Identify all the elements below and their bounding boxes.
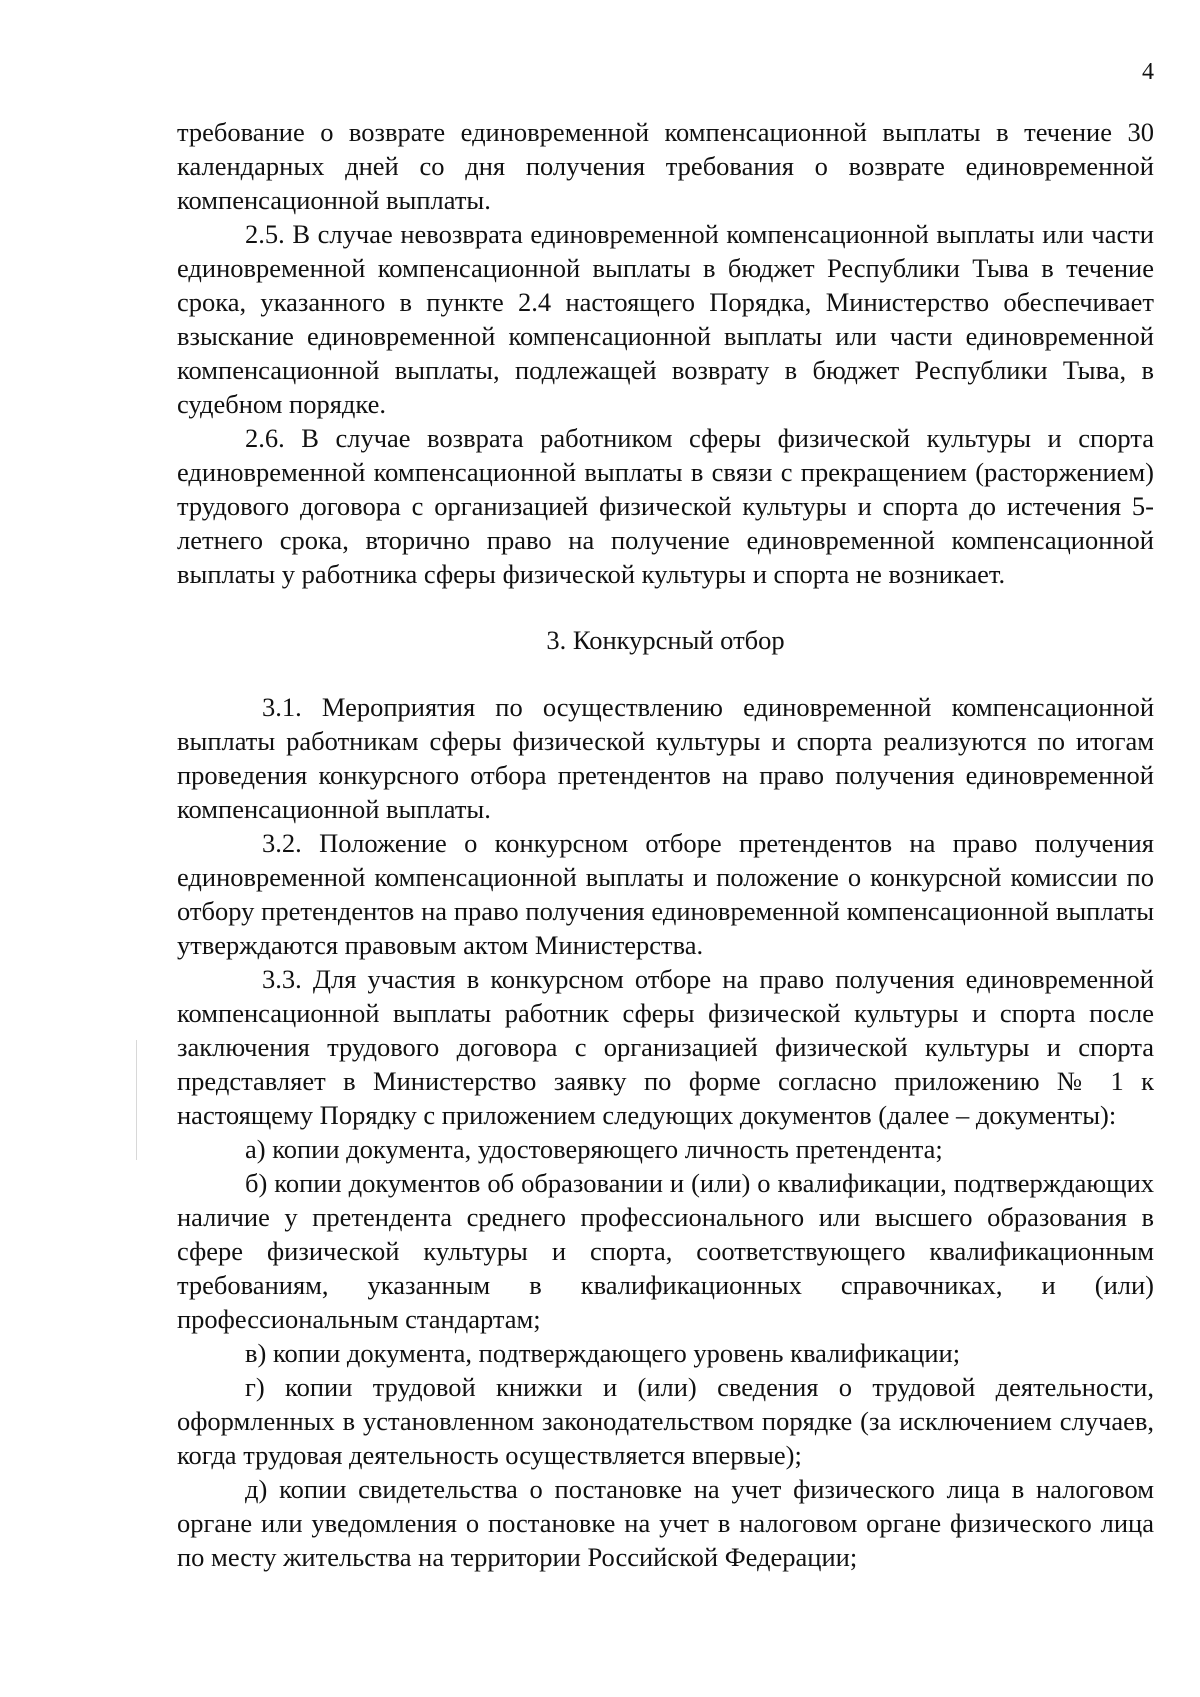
- list-item-d: д) копии свидетельства о постановке на учет физического лица в налоговом органе или уведомления о постановке на учет в налоговом органе физического лица по месту жительства на территории Российской Федерации;: [177, 1474, 1154, 1572]
- list-item-g: г) копии трудовой книжки и (или) сведения о трудовой деятельности, оформленных в установленном законодательством порядке (за исключением случаев, когда трудовая деятельность осуществляется впервые);: [177, 1372, 1154, 1470]
- paragraph-continuation: требование о возврате единовременной компенсационной выплаты в течение 30 календарных дней со дня получения требования о возврате единовременной компенсационной выплаты.: [177, 117, 1154, 215]
- paragraph-2-6: 2.6. В случае возврата работником сферы физической культуры и спорта единовременной компенсационной выплаты в связи с прекращением (расторжением) трудового договора с организацией физической культуры и спорта до истечения 5-летнего срока, вторично право на получение единовременной компенсационной выплаты у работника сферы физической культуры и спорта не возникает.: [177, 423, 1154, 589]
- paragraph-3-1: 3.1. Мероприятия по осуществлению единовременной компенсационной выплаты работникам сферы физической культуры и спорта реализуются по итогам проведения конкурсного отбора претендентов на право получения единовременной компенсационной выплаты.: [177, 692, 1154, 824]
- list-item-v: в) копии документа, подтверждающего уровень квалификации;: [245, 1338, 961, 1368]
- paragraph-3-2: 3.2. Положение о конкурсном отборе претендентов на право получения единовременной компенсационной выплаты и положение о конкурсной комиссии по отбору претендентов на право получения единовременной компенсационной выплаты утверждаются правовым актом Министерства.: [177, 828, 1154, 960]
- scan-margin-mark: [136, 1040, 137, 1160]
- list-item-b: б) копии документов об образовании и (или) о квалификации, подтверждающих наличие у претендента среднего профессионального или высшего образования в сфере физической культуры и спорта, соответствующего квалификационным требованиям, указанным в квалификационных справочниках, и (или) профессиональным стандартам;: [177, 1168, 1154, 1334]
- paragraph-2-5: 2.5. В случае невозврата единовременной компенсационной выплаты или части единовременной компенсационной выплаты в бюджет Республики Тыва в течение срока, указанного в пункте 2.4 настоящего Порядка, Министерство обеспечивает взыскание единовременной компенсационной выплаты или части единовременной компенсационной выплаты, подлежащей возврату в бюджет Республики Тыва, в судебном порядке.: [177, 219, 1154, 419]
- document-body: [177, 115, 1154, 1574]
- section-heading-3: 3. Конкурсный отбор: [546, 625, 785, 655]
- page-number: 4: [1142, 59, 1154, 85]
- paragraph-3-3: 3.3. Для участия в конкурсном отборе на право получения единовременной компенсационной выплаты работник сферы физической культуры и спорта после заключения трудового договора с организацией физической культуры и спорта представляет в Министерство заявку по форме согласно приложению № 1 к настоящему Порядку с приложением следующих документов (далее – документы):: [177, 964, 1154, 1130]
- list-item-a: а) копии документа, удостоверяющего личность претендента;: [245, 1134, 943, 1164]
